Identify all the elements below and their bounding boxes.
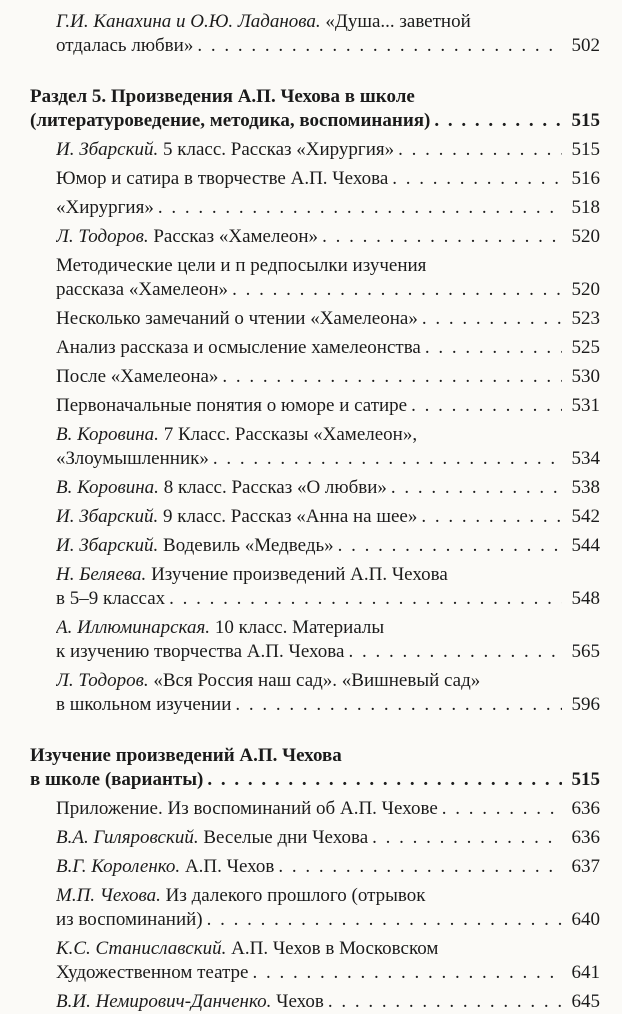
- dot-leader: [222, 365, 562, 389]
- toc-entry: [22, 254, 600, 302]
- toc-entry-text: [56, 365, 218, 389]
- toc-entry-title: Веселые дни Чехова: [198, 827, 369, 848]
- toc-entry-title: в школе (варианты): [30, 769, 204, 790]
- toc-entry-line: [56, 797, 600, 821]
- toc-entry-line: [56, 365, 600, 389]
- dot-leader: [197, 34, 562, 58]
- toc-entry-text: [56, 617, 384, 638]
- toc-entry: [22, 225, 600, 249]
- toc-entry: [22, 307, 600, 331]
- toc-entry-author: Н. Беляева.: [56, 564, 147, 585]
- toc-section-heading: [22, 85, 600, 133]
- toc-section-heading: [22, 744, 600, 792]
- dot-leader: [348, 640, 562, 664]
- toc-entry-line: [30, 109, 600, 133]
- toc-page-number: 636: [571, 798, 600, 819]
- toc-entry-line: [56, 616, 600, 640]
- toc-entry: [22, 884, 600, 932]
- toc-entry-line: [56, 534, 600, 558]
- toc-page-number: 525: [571, 337, 600, 358]
- toc-entry-line: [56, 937, 600, 961]
- toc-entry-title: рассказа «Хамелеон»: [56, 279, 229, 300]
- toc-page-number: 520: [571, 226, 600, 247]
- toc-entry-line: [56, 196, 600, 220]
- toc-entry-title: «Хирургия»: [56, 197, 154, 218]
- toc-entry: [22, 826, 600, 850]
- dot-leader: [391, 476, 562, 500]
- toc-entry-text: [56, 196, 154, 220]
- toc-entry-author: Г.И. Канахина и О.Ю. Ладанова.: [56, 11, 321, 32]
- toc-entry: [22, 138, 600, 162]
- toc-entry-title: к изучению творчества А.П. Чехова: [56, 641, 345, 662]
- toc-entry-line: [56, 961, 600, 985]
- toc-entry-title: Первоначальные понятия о юморе и сатире: [56, 395, 408, 416]
- toc-entry-text: [30, 745, 342, 766]
- toc-page-number: 538: [571, 477, 600, 498]
- dot-leader: [278, 855, 562, 879]
- toc-entry-line: [56, 855, 600, 879]
- toc-entry-text: [56, 307, 418, 331]
- toc-entry-text: [30, 109, 430, 133]
- toc-entry: [22, 505, 600, 529]
- toc-entry-title: 8 класс. Рассказ «О любви»: [158, 477, 387, 498]
- toc-entry-text: [56, 336, 421, 360]
- toc-entry-title: отдалась любви»: [56, 35, 194, 56]
- dot-leader: [207, 768, 562, 792]
- toc-entry-text: [56, 961, 249, 985]
- toc-entry-author: В.А. Гиляровский.: [56, 827, 199, 848]
- toc-page-number: 516: [571, 168, 600, 189]
- dot-leader: [425, 336, 562, 360]
- toc-entry-title: 7 Класс. Рассказы «Хамелеон»,: [158, 424, 418, 445]
- toc-entry-author: Л. Тодоров.: [56, 226, 149, 247]
- toc-entry-author: В.Г. Короленко.: [56, 856, 181, 877]
- toc-entry-author: А. Иллюминарская.: [56, 617, 211, 638]
- toc-page-number: 531: [571, 395, 600, 416]
- toc-entry-text: [56, 138, 394, 162]
- toc-entry: [22, 855, 600, 879]
- toc-entry-author: И. Збарский.: [56, 139, 159, 160]
- toc-page-number: 515: [571, 110, 600, 131]
- toc-entry-text: [56, 797, 438, 821]
- toc-entry-line: [56, 34, 600, 58]
- toc-entry-line: [56, 669, 600, 693]
- toc-entry: [22, 365, 600, 389]
- toc-entry-line: [56, 908, 600, 932]
- toc-page-number: 520: [571, 279, 600, 300]
- toc-entry: [22, 616, 600, 664]
- toc-entry-title: Изучение произведений А.П. Чехова: [146, 564, 448, 585]
- toc-entry-line: [30, 768, 600, 792]
- toc-entry: [22, 394, 600, 418]
- toc-entry-title: Несколько замечаний о чтении «Хамелеона»: [56, 308, 418, 329]
- toc-entry-title: Рассказ «Хамелеон»: [148, 226, 319, 247]
- toc-entry-text: [56, 447, 209, 471]
- toc-entry-line: [56, 990, 600, 1014]
- toc-entry-text: [56, 693, 231, 717]
- dot-leader: [421, 505, 562, 529]
- toc-entry: [22, 990, 600, 1014]
- toc-entry-text: [56, 564, 448, 585]
- toc-entry-line: [56, 10, 600, 34]
- toc-entry-text: [56, 587, 165, 611]
- toc-entry-title: А.П. Чехов в Московском: [226, 938, 439, 959]
- dot-leader: [392, 167, 562, 191]
- toc-entry-title: Художественном театре: [56, 962, 249, 983]
- toc-entry-title: Водевиль «Медведь»: [158, 535, 334, 556]
- dot-leader: [398, 138, 562, 162]
- toc-page-number: 548: [571, 588, 600, 609]
- toc-entry: [22, 167, 600, 191]
- toc-entry-text: [56, 225, 318, 249]
- toc-entry-line: [56, 447, 600, 471]
- toc-entry-text: [56, 885, 425, 906]
- toc-page-number: 530: [571, 366, 600, 387]
- dot-leader: [328, 990, 562, 1014]
- section-spacer: [22, 722, 600, 744]
- toc-entry-line: [56, 826, 600, 850]
- toc-entry-text: [56, 394, 407, 418]
- toc-entry: [22, 669, 600, 717]
- toc-entry-text: [56, 826, 368, 850]
- toc-entry-text: [56, 908, 203, 932]
- toc-entry-line: [56, 254, 600, 278]
- toc-entry-title: После «Хамелеона»: [56, 366, 219, 387]
- toc-entry-line: [56, 138, 600, 162]
- toc-page-number: 640: [571, 909, 600, 930]
- toc-entry-author: В.И. Немирович-Данченко.: [56, 991, 272, 1012]
- toc-entry-line: [56, 693, 600, 717]
- toc-page-number: 544: [571, 535, 600, 556]
- toc-entry-text: [30, 86, 415, 107]
- toc-entry-title: Изучение произведений А.П. Чехова: [30, 745, 342, 766]
- toc-page-number: 534: [571, 448, 600, 469]
- toc-entry-text: [56, 990, 324, 1014]
- toc-entry-text: [56, 505, 417, 529]
- toc-page-number: 645: [571, 991, 600, 1012]
- toc-entry-title: Методические цели и п редпосылки изучения: [56, 255, 427, 276]
- toc-page-number: 596: [571, 694, 600, 715]
- toc-entry-title: Раздел 5. Произведения А.П. Чехова в школе: [30, 86, 415, 107]
- toc-page-number: 515: [571, 139, 600, 160]
- toc-page-number: 565: [571, 641, 600, 662]
- toc-page-number: 641: [571, 962, 600, 983]
- toc-page-number: 515: [571, 769, 600, 790]
- toc-entry: [22, 563, 600, 611]
- toc-entry-text: [56, 534, 334, 558]
- toc-entry-title: «Душа... заветной: [320, 11, 471, 32]
- toc-entry-text: [56, 167, 388, 191]
- toc-entry-text: [30, 768, 203, 792]
- toc-entry-line: [56, 505, 600, 529]
- toc-page-number: 636: [571, 827, 600, 848]
- toc-entry-author: Л. Тодоров.: [56, 670, 149, 691]
- toc-entry-text: [56, 34, 193, 58]
- dot-leader: [207, 908, 562, 932]
- toc-entry-title: в 5–9 классах: [56, 588, 166, 609]
- toc-entry-line: [56, 307, 600, 331]
- dot-leader: [253, 961, 563, 985]
- toc-entry-line: [56, 640, 600, 664]
- toc-entry-line: [30, 85, 600, 109]
- toc-page-number: 502: [571, 35, 600, 56]
- dot-leader: [422, 307, 562, 331]
- toc-entry-author: М.П. Чехова.: [56, 885, 161, 906]
- toc-entry-line: [56, 476, 600, 500]
- toc-entry-author: В. Коровина.: [56, 424, 159, 445]
- toc-entry-text: [56, 476, 387, 500]
- toc-entry: [22, 10, 600, 58]
- dot-leader: [169, 587, 562, 611]
- toc-entry-title: в школьном изучении: [56, 694, 232, 715]
- toc-entry-author: И. Збарский.: [56, 506, 159, 527]
- toc-entry-text: [56, 640, 344, 664]
- toc-entry-line: [56, 336, 600, 360]
- toc-entry-text: [56, 278, 228, 302]
- toc-entry-title: «Вся Россия наш сад». «Вишневый сад»: [148, 670, 481, 691]
- toc-entry: [22, 336, 600, 360]
- toc-entry-title: из воспоминаний): [56, 909, 203, 930]
- toc-entry-text: [56, 11, 471, 32]
- toc-entry-line: [56, 563, 600, 587]
- toc-entry-title: А.П. Чехов: [180, 856, 275, 877]
- toc-entry-author: В. Коровина.: [56, 477, 159, 498]
- toc-entry-author: И. Збарский.: [56, 535, 159, 556]
- section-spacer: [22, 63, 600, 85]
- toc-entry-title: Юмор и сатира в творчестве А.П. Чехова: [56, 168, 389, 189]
- toc-entry-text: [56, 855, 274, 879]
- toc-entry-line: [56, 278, 600, 302]
- dot-leader: [372, 826, 562, 850]
- dot-leader: [411, 394, 562, 418]
- toc-entry: [22, 534, 600, 558]
- toc-entry-line: [56, 884, 600, 908]
- toc-page-number: 542: [571, 506, 600, 527]
- toc-entry-title: Анализ рассказа и осмысление хамелеонства: [56, 337, 421, 358]
- dot-leader: [213, 447, 562, 471]
- toc-entry-title: 5 класс. Рассказ «Хирургия»: [158, 139, 395, 160]
- dot-leader: [434, 109, 562, 133]
- toc-entry-title: Приложение. Из воспоминаний об А.П. Чехове: [56, 798, 438, 819]
- toc-entry-line: [56, 394, 600, 418]
- toc-entry-author: К.С. Станиславский.: [56, 938, 227, 959]
- toc-entry-title: Из далекого прошлого (отрывок: [160, 885, 426, 906]
- toc-entry: [22, 423, 600, 471]
- toc-page-number: 637: [571, 856, 600, 877]
- toc-entry-line: [30, 744, 600, 768]
- dot-leader: [322, 225, 562, 249]
- toc-entry-line: [56, 167, 600, 191]
- toc-entry: [22, 937, 600, 985]
- toc-entry-text: [56, 938, 438, 959]
- dot-leader: [235, 693, 562, 717]
- toc-entry-text: [56, 670, 480, 691]
- toc-entry-line: [56, 587, 600, 611]
- toc-entry-title: Чехов: [271, 991, 324, 1012]
- toc-page-number: 518: [571, 197, 600, 218]
- toc-entry-line: [56, 423, 600, 447]
- toc-entry-title: 9 класс. Рассказ «Анна на шее»: [158, 506, 418, 527]
- dot-leader: [442, 797, 562, 821]
- toc-entry-title: 10 класс. Материалы: [210, 617, 385, 638]
- toc-entry-title: «Злоумышленник»: [56, 448, 209, 469]
- toc-entry-title: (литературоведение, методика, воспоминания): [30, 110, 431, 131]
- dot-leader: [338, 534, 562, 558]
- dot-leader: [232, 278, 562, 302]
- toc-entry-text: [56, 255, 426, 276]
- toc-entry-line: [56, 225, 600, 249]
- dot-leader: [158, 196, 562, 220]
- toc-page-number: 523: [571, 308, 600, 329]
- toc-entry-text: [56, 424, 417, 445]
- toc-entry: [22, 196, 600, 220]
- toc-entry: [22, 797, 600, 821]
- toc-entry: [22, 476, 600, 500]
